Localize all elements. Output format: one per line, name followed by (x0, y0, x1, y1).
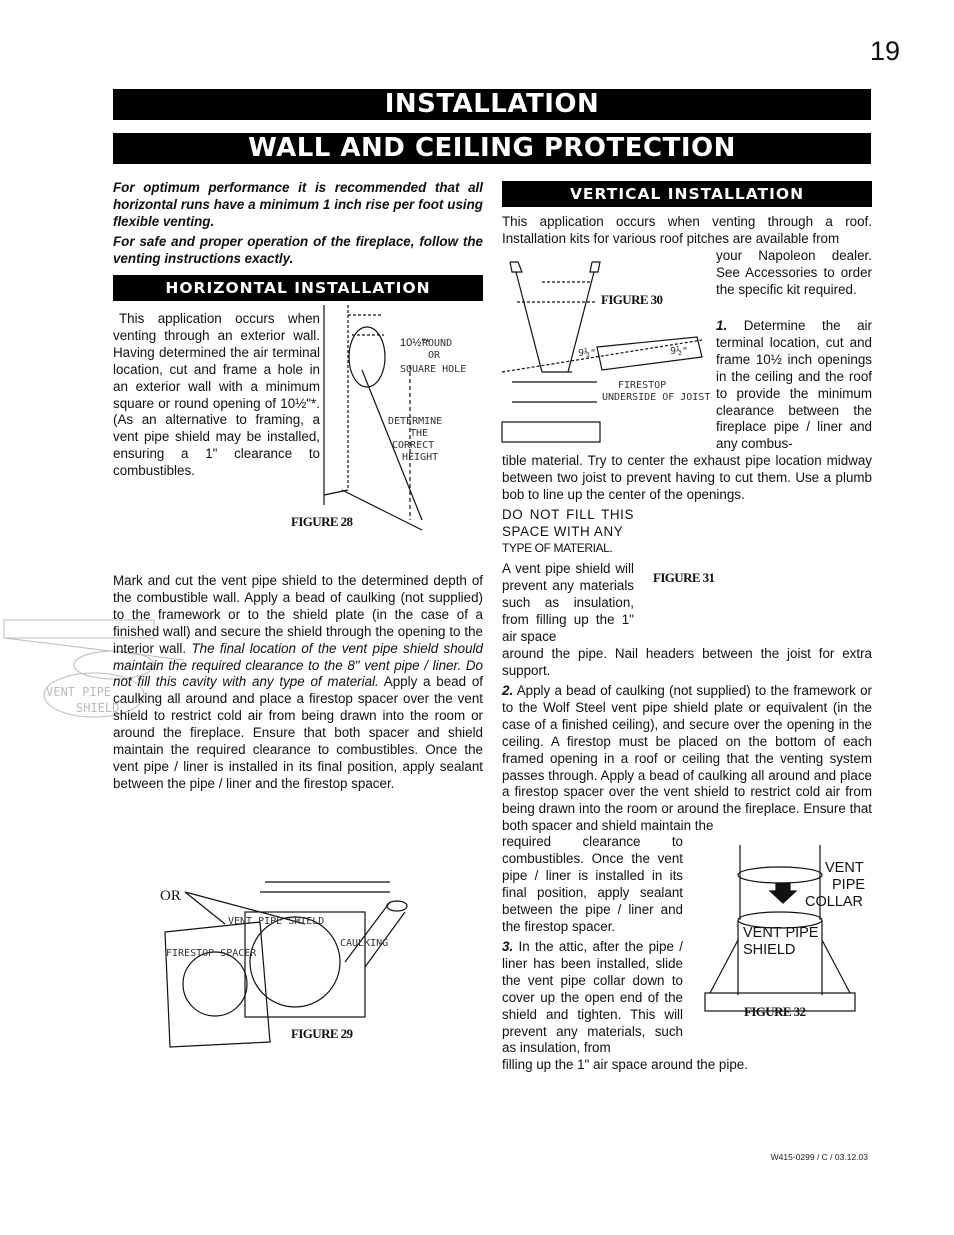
page-number: 19 (869, 36, 900, 66)
vertical-installation-heading: VERTICAL INSTALLATION (502, 181, 872, 207)
fig30-dim-right: 9½" (670, 346, 689, 357)
svg-text:CORRECT: CORRECT (392, 440, 435, 451)
step-1-headers-note: around the pipe. Nail headers between the joist for extra support. (502, 646, 872, 678)
horizontal-p2-warning: The final location of the vent pipe shield should maintain the required clearance to the 8" vent pipe / liner. Do not fill this cavity with any type of material. (113, 640, 483, 690)
step-2-number: 2. (502, 683, 514, 698)
svg-text:SHIELD: SHIELD (76, 701, 120, 715)
step-1-continued: tible material. Try to center the exhaust pipe location midway between two joist to prevent having to cut them. Use a plumb bob to line up the center of the openings. (502, 453, 872, 502)
section-title-installation: INSTALLATION (113, 89, 871, 120)
intro-note-rise: For optimum performance it is recommended that all horizontal runs have a minimum 1 inch rise per foot using flexible venting. (113, 180, 483, 229)
fig32-pipe-label: PIPE (832, 877, 866, 893)
svg-text:ROUND: ROUND (422, 338, 453, 349)
svg-text:THE: THE (410, 428, 429, 439)
step-3-continued: filling up the 1" air space around the pipe. (502, 1057, 748, 1072)
step-1-shield-note: A vent pipe shield will prevent any materials such as insulation, from filling up the 1" air space (502, 561, 634, 644)
section-title-wall-ceiling: WALL AND CEILING PROTECTION (113, 133, 871, 164)
svg-text:FIRESTOP: FIRESTOP (618, 380, 667, 391)
vertical-intro-continued: your Napoleon dealer. See Accessories to order the specific kit required. (716, 248, 872, 297)
step-3-paragraph (502, 939, 683, 1057)
horizontal-installation-heading: HORIZONTAL INSTALLATION (113, 275, 483, 301)
fig29-shield-label: VENT PIPE SHIELD (228, 916, 325, 927)
svg-text:OR: OR (428, 350, 441, 361)
fig29-spacer-label: FIRESTOP SPACER (166, 948, 257, 959)
step-2-paragraph (502, 683, 872, 835)
fig29-caulking-label: CAULKING (340, 938, 389, 949)
figure-28-caption: FIGURE 28 (291, 514, 353, 529)
fig28-dimension: 10½"* (400, 337, 430, 349)
svg-text:HEIGHT: HEIGHT (402, 452, 439, 463)
fig32-vent-label: VENT (825, 860, 864, 876)
step-3-text: In the attic, after the pipe / liner has been installed, slide the vent pipe collar down to cover up the open end of the shield and tighten. This will prevent any materials, such as insulation, from (502, 939, 683, 1056)
svg-text:SQUARE HOLE: SQUARE HOLE (400, 364, 467, 375)
figure-29-drawing (150, 872, 400, 1052)
step-2-continued: required clearance to combustibles. Once the vent pipe / liner is installed in its final position, apply sealant between the pipe / liner and the firestop spacer. (502, 834, 683, 934)
vertical-intro: This application occurs when venting through a roof. Installation kits for various roof pitches are available from (502, 214, 872, 246)
figure-31-caption: FIGURE 31 (653, 570, 715, 585)
step-1-text-a: Determine the air terminal location, cut and frame 10½ inch openings in the ceiling and the roof to provide the minimum clearance between the fireplace pipe / liner and any combus- (716, 318, 872, 452)
figure-32-caption: FIGURE 32 (744, 1004, 806, 1019)
svg-text:VENT PIPE: VENT PIPE (46, 685, 112, 699)
step-2-text: Apply a bead of caulking (not supplied) to the framework or to the Wolf Steel vent pipe shield plate or equivalent (in the case of a finished ceiling), and secure over the opening in the ceiling. A firestop must be placed on the bottom of each framed opening in a roof or ceiling that the venting system passes through. Apply a bead of caulking all around and place a firestop spacer over the vent shield to restrict cold air from being drawn into the room or around the fireplace. Ensure that both spacer and shield maintain the (502, 683, 872, 834)
fig30-dim-left: 9½" (578, 348, 597, 359)
svg-text:UNDERSIDE OF JOIST: UNDERSIDE OF JOIST (602, 392, 711, 403)
document-code: W415-0299 / C / 03.12.03 (770, 1152, 868, 1162)
fig32-shield-label-1: VENT PIPE (743, 925, 819, 941)
figure-30-caption: FIGURE 30 (601, 292, 663, 307)
figure-32-drawing (700, 845, 870, 1025)
horizontal-paragraph-2 (113, 573, 483, 793)
horizontal-p2-part-a: Mark and cut the vent pipe shield to the determined depth of the combustible wall. Apply a bead of caulking (not supplied) to the framework or to the shield plate (in the case of a finished wall) and secure the shield through the opening to the interior wall. (113, 573, 483, 656)
fig32-collar-label: COLLAR (805, 894, 864, 910)
do-not-fill-warning: DO NOT FILL THIS SPACE WITH ANY (502, 507, 634, 539)
do-not-fill-warning-2: TYPE OF MATERIAL. (502, 541, 613, 555)
fig32-shield-label-2: SHIELD (743, 942, 796, 958)
figure-28-drawing (322, 305, 482, 535)
figure-29-caption: FIGURE 29 (291, 1026, 353, 1041)
horizontal-paragraph-1: This application occurs when venting through an exterior wall. Having determined the air terminal location, cut and frame a hole in an exterior wall with a minimum square or round opening of 10½"*. (As an alternative to framing, a vent pipe shield may be installed, ensuring a 1" clearance to combustibles. (113, 311, 320, 479)
svg-text:DETERMINE: DETERMINE (388, 416, 443, 427)
figure-30-drawing (502, 262, 712, 447)
fig29-or-label: OR (160, 888, 181, 904)
step-1-paragraph (716, 318, 872, 453)
step-3-number: 3. (502, 939, 514, 954)
step-1-number: 1. (716, 318, 728, 333)
intro-note-safety: For safe and proper operation of the fireplace, follow the venting instructions exactly. (113, 234, 483, 266)
horizontal-p2-part-c: Apply a bead of caulking all around and place a firestop spacer over the vent shield to restrict cold air from being drawn into the room or around the fireplace. Ensure that both spacer and shield maintain the required clearance to combustibles. Once the vent pipe / liner is installed in its final position, apply sealant between the pipe / liner and the firestop spacer. (113, 674, 483, 791)
